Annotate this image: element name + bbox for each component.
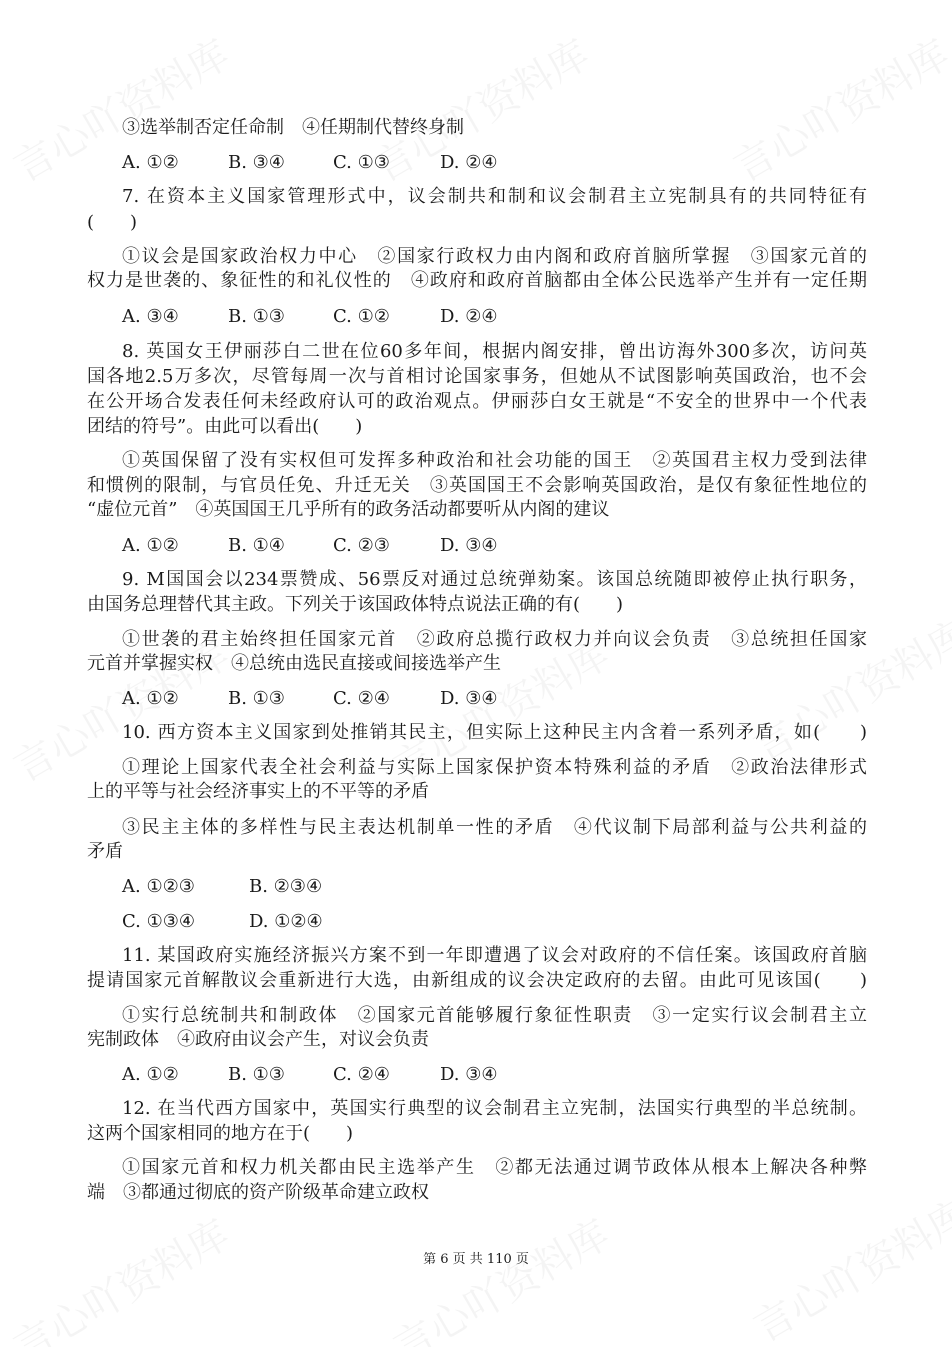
- option-d: D. ③④: [440, 688, 498, 709]
- q8-stem: 8. 英国女王伊丽莎白二世在位60多年间，根据内阁安排，曾出访海外300多次，访问英: [122, 341, 867, 362]
- option-c: C. ②④: [333, 688, 390, 709]
- option-c: C. ①③: [333, 152, 390, 173]
- q7-stem: ( ): [87, 212, 138, 233]
- option-d: D. ②④: [440, 152, 498, 173]
- q10-stem: 10. 西方资本主义国家到处推销其民主，但实际上这种民主内含着一系列矛盾，如( ): [122, 722, 867, 743]
- q11-options: [87, 1062, 867, 1088]
- q12-items: 端 ③都通过彻底的资产阶级革命建立政权: [87, 1182, 429, 1203]
- q6-item-line: ③选举制否定任命制 ④任期制代替终身制: [122, 117, 464, 138]
- option-d: D. ③④: [440, 1064, 498, 1085]
- q12-items: ①国家元首和权力机关都由民主选举产生 ②都无法通过调节政体从根本上解决各种弊: [122, 1157, 867, 1178]
- q8-options: [87, 533, 867, 559]
- option-a: A. ①②: [122, 1064, 179, 1085]
- page-number: 第 6 页 共 110 页: [423, 1252, 529, 1267]
- q11-stem: 提请国家元首解散议会重新进行大选，由新组成的议会决定政府的去留。由此可见该国( ): [87, 970, 867, 991]
- q12-stem: 这两个国家相同的地方在于( ): [87, 1123, 354, 1144]
- option-a: A. ①②: [122, 535, 179, 556]
- q10-items: ③民主主体的多样性与民主表达机制单一性的矛盾 ④代议制下局部利益与公共利益的: [122, 817, 867, 838]
- q8-items: ①英国保留了没有实权但可发挥多种政治和社会功能的国王 ②英国君主权力受到法律: [122, 450, 867, 471]
- option-d: D. ①②④: [249, 911, 323, 932]
- q10-items: 上的平等与社会经济事实上的不平等的矛盾: [87, 781, 429, 802]
- q9-stem: 由国务总理替代其主政。下列关于该国政体特点说法正确的有( ): [87, 594, 624, 615]
- q9-stem: 9. M国国会以234票赞成、56票反对通过总统弹劾案。该国总统随即被停止执行职务，: [122, 569, 867, 590]
- q11-items: ①实行总统制共和制政体 ②国家元首能够履行象征性职责 ③一定实行议会制君主立: [122, 1005, 867, 1026]
- q8-items: 和惯例的限制，与官员任免、升迁无关 ③英国国王不会影响英国政治，是仅有象征性地位的: [87, 475, 867, 496]
- option-b: B. ①③: [228, 1064, 285, 1085]
- q11-stem: 11. 某国政府实施经济振兴方案不到一年即遭遇了议会对政府的不信任案。该国政府首脑: [122, 945, 867, 966]
- q8-stem: 团结的符号”。由此可以看出( ): [87, 416, 363, 437]
- option-c: C. ①②: [333, 306, 390, 327]
- option-a: A. ③④: [122, 306, 179, 327]
- q7-items: 权力是世袭的、象征性的和礼仪性的 ④政府和政府首脑都由全体公民选举产生并有一定任期: [87, 270, 867, 291]
- q8-items: “虚位元首” ④英国国王几乎所有的政务活动都要听从内阁的建议: [87, 499, 610, 520]
- watermark: [382, 1204, 618, 1347]
- option-a: A. ①②③: [122, 876, 195, 897]
- option-b: B. ①③: [228, 306, 285, 327]
- q6-options: [87, 150, 867, 176]
- q10-options: [87, 909, 867, 935]
- q10-items: 矛盾: [87, 841, 123, 862]
- option-a: A. ①②: [122, 152, 179, 173]
- option-b: B. ③④: [228, 152, 285, 173]
- q9-items: 元首并掌握实权 ④总统由选民直接或间接选举产生: [87, 653, 501, 674]
- q10-items: ①理论上国家代表全社会利益与实际上国家保护资本特殊利益的矛盾 ②政治法律形式: [122, 757, 867, 778]
- option-c: C. ②④: [333, 1064, 390, 1085]
- option-b: B. ②③④: [249, 876, 323, 897]
- option-c: C. ②③: [333, 535, 390, 556]
- q12-stem: 12. 在当代西方国家中，英国实行典型的议会制君主立宪制，法国实行典型的半总统制。: [122, 1098, 867, 1119]
- q9-items: ①世袭的君主始终担任国家元首 ②政府总揽行政权力并向议会负责 ③总统担任国家: [122, 629, 867, 650]
- option-b: B. ①③: [228, 688, 285, 709]
- q7-stem: 7. 在资本主义国家管理形式中，议会制共和制和议会制君主立宪制具有的共同特征有: [122, 186, 867, 207]
- option-d: D. ②④: [440, 306, 498, 327]
- q8-stem: 在公开场合发表任何未经政府认可的政治观点。伊丽莎白女王就是“不安全的世界中一个代表: [87, 391, 867, 412]
- q9-options: [87, 686, 867, 712]
- option-a: A. ①②: [122, 688, 179, 709]
- option-d: D. ③④: [440, 535, 498, 556]
- q10-options: [87, 874, 867, 900]
- q8-stem: 国各地2.5万多次，尽管每周一次与首相讨论国家事务，但她从不试图影响英国政治，也不会: [87, 366, 867, 387]
- option-b: B. ①④: [228, 535, 285, 556]
- watermark: [2, 1204, 238, 1347]
- q11-items: 宪制政体 ④政府由议会产生，对议会负责: [87, 1029, 429, 1050]
- q7-items: ①议会是国家政治权力中心 ②国家行政权力由内阁和政府首脑所掌握 ③国家元首的: [122, 246, 867, 267]
- option-c: C. ①③④: [122, 911, 195, 932]
- q7-options: [87, 304, 867, 330]
